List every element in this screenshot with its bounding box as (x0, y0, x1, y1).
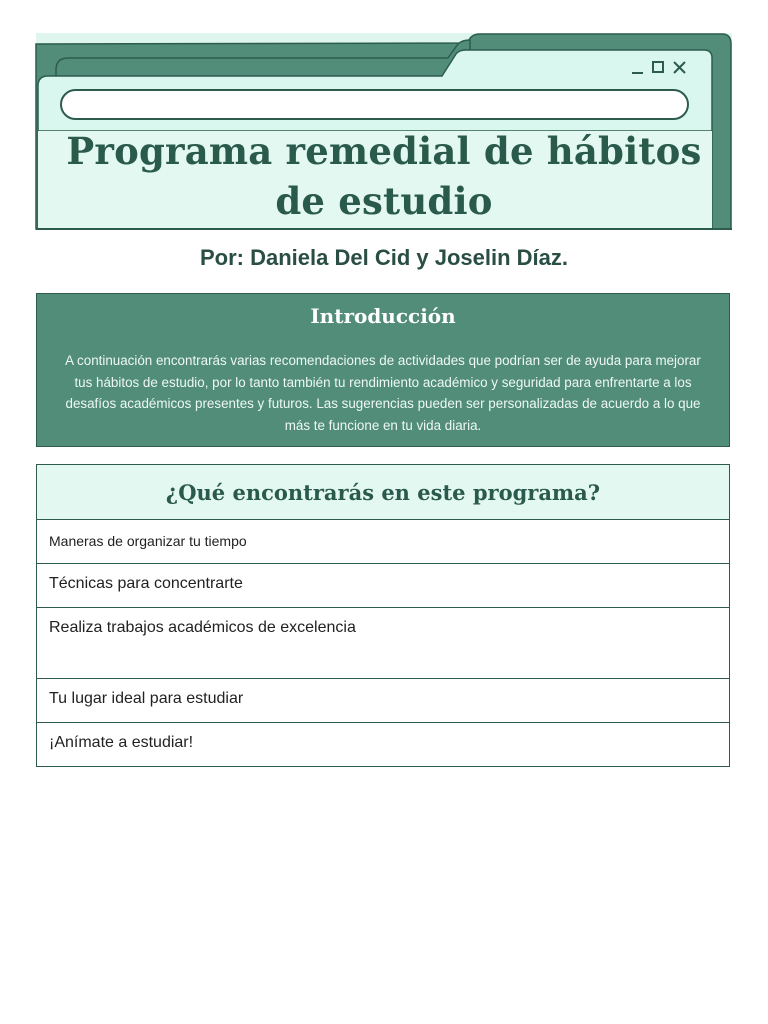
program-item: ¡Anímate a estudiar! (37, 723, 729, 767)
program-contents-table (36, 464, 730, 767)
program-heading: ¿Qué encontrarás en este programa? (37, 465, 729, 520)
program-item: Tu lugar ideal para estudiar (37, 679, 729, 723)
program-item: Maneras de organizar tu tiempo (37, 520, 729, 564)
authors-line: Por: Daniela Del Cid y Joselin Díaz. (200, 245, 568, 270)
program-item: Realiza trabajos académicos de excelencia (37, 608, 729, 679)
page-title: Programa remedial de hábitos de estudio (66, 129, 702, 223)
program-item: Técnicas para concentrarte (37, 564, 729, 608)
introduction-panel (36, 293, 730, 447)
introduction-text: A continuación encontrarás varias recomendaciones de actividades que podrían ser de ayuda para mejorar tus hábitos de estudio, por lo tanto también tu rendimiento académico y seguridad para enfrentarte a los desafíos académicos presentes y futuros. Las sugerencias pueden ser personalizadas de acuerdo a lo que más te funcione en tu vida diaria. (65, 353, 701, 433)
introduction-heading: Introducción (310, 304, 456, 328)
